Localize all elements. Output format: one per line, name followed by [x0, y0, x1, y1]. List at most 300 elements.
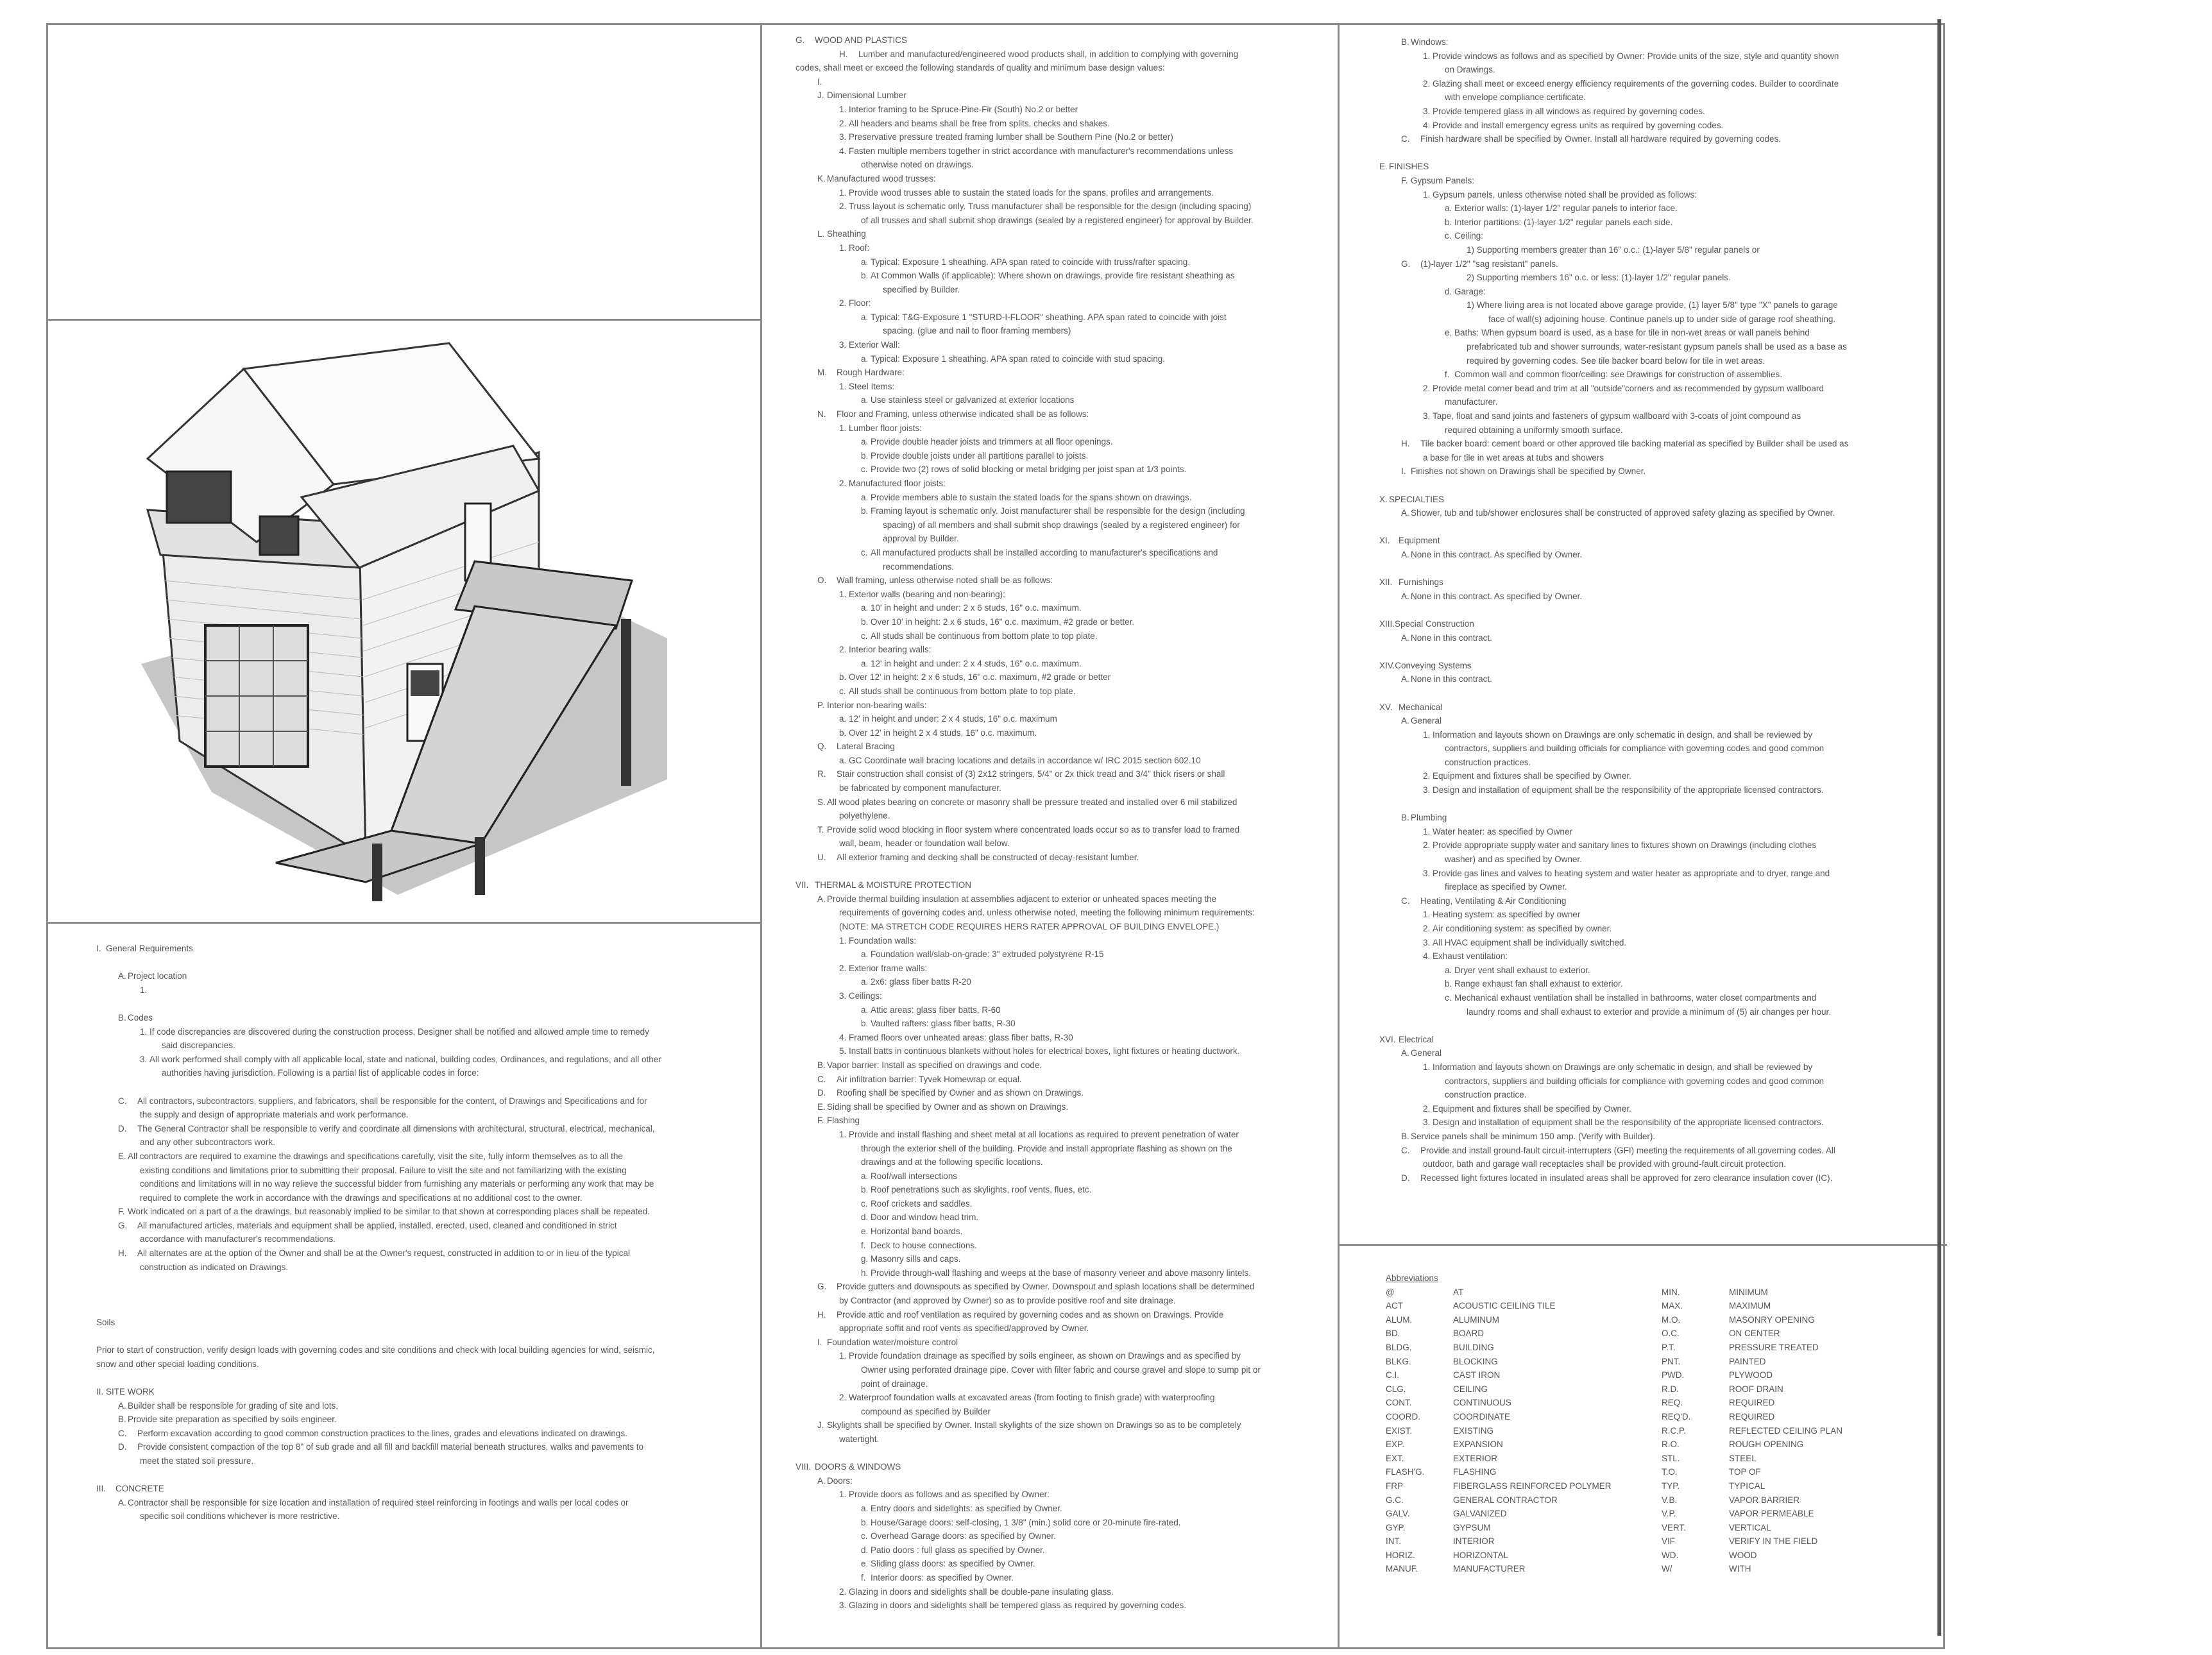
note-line: meet the stated soil pressure. — [140, 1456, 254, 1466]
note-line: c. Ceiling: — [1445, 231, 1484, 241]
abbreviations-table — [1386, 1271, 1843, 1576]
note-line: drawings and at the following specific locations. — [861, 1157, 1043, 1167]
abbreviation-row — [1386, 1493, 1800, 1507]
abbreviation-cell: EXT. — [1386, 1453, 1404, 1463]
abbreviation-cell: MINIMUM — [1729, 1287, 1768, 1297]
note-line: B. Service panels shall be minimum 150 amp. (Verify with Builder). — [1401, 1131, 1656, 1141]
abbreviation-row — [1386, 1424, 1843, 1438]
abbreviation-cell: GALVANIZED — [1453, 1509, 1507, 1519]
note-line: e. Sliding glass doors: as specified by Owner. — [861, 1559, 1035, 1569]
abbreviation-cell: W/ — [1662, 1564, 1672, 1574]
abbreviation-cell: COORDINATE — [1453, 1411, 1511, 1422]
note-line: c. All manufactured products shall be installed according to manufacturer's specifications and — [861, 547, 1218, 557]
note-line: XVI. Electrical — [1379, 1034, 1434, 1044]
abbreviation-cell: TOP OF — [1729, 1467, 1761, 1477]
abbreviation-cell: REFLECTED CEILING PLAN — [1729, 1425, 1843, 1436]
note-line: 1. Provide wood trusses able to sustain the stated loads for the spans, profiles and arrangements. — [839, 187, 1214, 198]
general-requirements-notes — [96, 942, 661, 1523]
abbreviation-cell: FIBERGLASS REINFORCED POLYMER — [1453, 1481, 1612, 1491]
note-line: I. Foundation water/moisture control — [817, 1337, 958, 1347]
abbreviation-cell: REQUIRED — [1729, 1398, 1775, 1408]
abbreviation-cell: CEILING — [1453, 1384, 1488, 1394]
abbreviation-cell: BUILDING — [1453, 1342, 1494, 1352]
note-line: by Contractor (and approved by Owner) so as to provide positive roof and site drainage. — [839, 1296, 1176, 1306]
note-line: 1. Steel Items: — [839, 381, 895, 391]
note-line: A. Project location — [118, 971, 187, 981]
abbreviation-cell: MANUFACTURER — [1453, 1564, 1526, 1574]
note-line: 1. Heating system: as specified by owner — [1423, 910, 1581, 920]
note-line: 3. Provide tempered glass in all windows as required by governing codes. — [1423, 106, 1705, 116]
note-line: a. Provide members able to sustain the stated loads for the spans shown on drawings. — [861, 492, 1192, 502]
sheet-edge-border — [1937, 19, 1941, 1636]
note-line: O. Wall framing, unless otherwise noted shall be as follows: — [817, 575, 1053, 586]
note-line: appropriate soffit and roof vents as specified/approved by Owner. — [839, 1323, 1089, 1334]
abbreviation-cell: BD. — [1386, 1328, 1400, 1339]
note-line: c. All studs shall be continuous from bottom plate to top plate. — [861, 631, 1098, 641]
note-line: a base for tile in wet areas at tubs and showers — [1423, 452, 1604, 463]
abbreviation-row — [1386, 1507, 1814, 1521]
note-line: 2. Waterproof foundation walls at excavated areas (from footing to finish grade) with waterproofing — [839, 1393, 1215, 1403]
note-line: I. — [817, 76, 822, 87]
note-line: spacing) of all members and shall submit shop drawings (sealed by a registered engineer) for — [883, 520, 1240, 530]
note-line: b. Vaulted rafters: glass fiber batts, R-30 — [861, 1019, 1016, 1029]
abbreviation-cell: TYPICAL — [1729, 1481, 1765, 1491]
note-line: Owner using perforated drainage pipe. Cover with filter fabric and course gravel and slope to sump pit or — [861, 1365, 1261, 1375]
note-line: 3. All work performed shall comply with all applicable local, state and national, building codes, Ordinances, and regulations, and all other — [140, 1054, 661, 1064]
abbreviation-row — [1386, 1341, 1819, 1355]
note-line: point of drainage. — [861, 1379, 928, 1389]
abbreviation-cell: MAXIMUM — [1729, 1301, 1771, 1311]
note-line: 3. Exterior Wall: — [839, 340, 900, 350]
abbreviation-cell: BOARD — [1453, 1328, 1485, 1339]
note-line: H. Lumber and manufactured/engineered wood products shall, in addition to complying with governing — [839, 49, 1239, 59]
abbreviation-row — [1386, 1313, 1815, 1327]
abbreviation-row — [1386, 1410, 1775, 1424]
note-line: c. Roof crickets and saddles. — [861, 1198, 973, 1209]
panel-divider-render-top — [48, 319, 760, 321]
note-line: A. None in this contract. — [1401, 674, 1492, 684]
panel-divider-abbreviations — [1338, 1244, 1947, 1246]
note-line: A. None in this contract. — [1401, 632, 1492, 643]
abbreviation-cell: VERIFY IN THE FIELD — [1729, 1536, 1818, 1547]
note-line: 1. Exterior walls (bearing and non-bearing): — [839, 589, 1005, 599]
note-line: 2. Glazing in doors and sidelights shall be double-pane insulating glass. — [839, 1586, 1114, 1597]
note-line: J. Dimensional Lumber — [817, 90, 906, 101]
abbreviation-cell: ON CENTER — [1729, 1328, 1780, 1339]
abbreviation-cell: T.O. — [1662, 1467, 1678, 1477]
abbreviation-cell: REQ. — [1662, 1398, 1683, 1408]
note-line: B. Codes — [118, 1012, 153, 1023]
note-line: 2. Air conditioning system: as specified by owner. — [1423, 924, 1612, 933]
abbreviation-cell: FLASHING — [1453, 1467, 1497, 1477]
abbreviation-cell: GALV. — [1386, 1509, 1410, 1519]
note-line: a. 12' in height and under: 2 x 4 studs, 16" o.c. maximum — [839, 714, 1057, 724]
note-line: spacing. (glue and nail to floor framing members) — [883, 326, 1071, 336]
note-line: C. All contractors, subcontractors, suppliers, and fabricators, shall be responsible for the content, of Drawings and Specifications and for — [118, 1096, 647, 1106]
abbreviation-row — [1386, 1534, 1818, 1549]
note-line: said discrepancies. — [162, 1040, 235, 1051]
note-line: XI. Equipment — [1379, 536, 1440, 546]
note-line: a. 10' in height and under: 2 x 6 studs, 16" o.c. maximum. — [861, 603, 1082, 613]
note-line: E. FINISHES — [1379, 162, 1429, 172]
abbreviation-cell: V.P. — [1662, 1509, 1676, 1519]
note-line: 2. Exterior frame walls: — [839, 963, 928, 973]
note-line: a. Roof/wall intersections — [861, 1171, 958, 1181]
note-line: e. Horizontal band boards. — [861, 1226, 963, 1237]
note-line: b. Over 10' in height: 2 x 6 studs, 16" o.c. maximum, #2 grade or better. — [861, 616, 1135, 627]
abbreviation-cell: O.C. — [1662, 1328, 1680, 1339]
note-line: f. Common wall and common floor/ceiling: see Drawings for construction of assemblies. — [1445, 369, 1782, 380]
note-line: approval by Builder. — [883, 534, 959, 544]
note-line — [1379, 1019, 1848, 1033]
note-line: wall, beam, header or foundation wall below. — [839, 838, 1010, 849]
abbreviation-cell: PNT. — [1662, 1356, 1681, 1366]
note-line: C. Finish hardware shall be specified by Owner. Install all hardware required by governing codes. — [1401, 134, 1782, 144]
note-line — [96, 1274, 661, 1288]
note-line: otherwise noted on drawings. — [861, 160, 974, 170]
note-line: requirements of governing codes and, unless otherwise noted, meeting the following minimum requirements: — [839, 908, 1255, 918]
specification-notes-column-2 — [795, 33, 1261, 1613]
abbreviation-cell: REQ'D. — [1662, 1411, 1691, 1422]
note-line: K. Manufactured wood trusses: — [817, 173, 936, 183]
note-line: b. Interior partitions: (1)-layer 1/2" regular panels each side. — [1445, 217, 1673, 227]
note-line: a. Provide double header joists and trimmers at all floor openings. — [861, 437, 1113, 447]
abbreviation-cell: HORIZ. — [1386, 1550, 1415, 1560]
note-line: E. All contractors are required to examine the drawings and specifications carefully, visit the site, fully inform themselves as to all the — [118, 1151, 623, 1161]
note-line: 3. Tape, float and sand joints and fasteners of gypsum wallboard with 3-coats of joint compound as — [1423, 411, 1801, 421]
note-line: D. Provide consistent compaction of the top 8" of sub grade and all fill and backfill material beneath structures, walks and pavements to — [118, 1442, 643, 1452]
note-line — [1379, 686, 1848, 700]
note-line: N. Floor and Framing, unless otherwise indicated shall be as follows: — [817, 409, 1089, 420]
abbreviation-row — [1386, 1355, 1766, 1369]
note-line: F. Flashing — [817, 1116, 860, 1126]
note-line: 2. Provide metal corner bead and trim at all "outside"corners and as recommended by gypsum wallboard — [1423, 383, 1824, 393]
note-line: C. Perform excavation according to good common construction practices to the lines, grades and elevations indicated on drawings. — [118, 1428, 627, 1438]
note-line: 1. Foundation walls: — [839, 935, 917, 946]
note-line: specific soil conditions whichever is more restrictive. — [140, 1511, 340, 1522]
abbreviation-cell: PWD. — [1662, 1370, 1685, 1380]
note-line: XIV.Conveying Systems — [1379, 660, 1472, 670]
note-line: H. Provide attic and roof ventilation as required by governing codes and as shown on Drawings. Provide — [817, 1309, 1224, 1320]
note-line: d. Garage: — [1445, 286, 1486, 296]
abbreviation-cell: COORD. — [1386, 1411, 1420, 1422]
abbreviations-rows — [1386, 1286, 1843, 1576]
note-line: b. Provide double joists under all partitions parallel to joists. — [861, 450, 1089, 461]
note-line: A. General — [1401, 716, 1442, 726]
abbreviation-cell: CAST IRON — [1453, 1370, 1501, 1380]
note-line: existing conditions and limitations prior to submitting their proposal. Failure to visit the site and not familiarizing with the existing — [140, 1165, 627, 1175]
note-line: codes, shall meet or exceed the following standards of quality and minimum base design values: — [795, 63, 1165, 73]
note-line: A. Doors: — [817, 1475, 853, 1486]
note-line: a. Foundation wall/slab-on-grade: 3" extruded polystyrene R-15 — [861, 949, 1104, 960]
note-line: 3. Glazing in doors and sidelights shall be tempered glass as required by governing codes. — [839, 1600, 1187, 1611]
note-line: Soils — [96, 1318, 115, 1328]
note-line: A. Builder shall be responsible for grading of site and lots. — [118, 1400, 338, 1411]
abbreviation-cell: ROUGH OPENING — [1729, 1439, 1804, 1450]
note-line: A. None in this contract. As specified by Owner. — [1401, 549, 1583, 559]
note-line: Q. Lateral Bracing — [817, 742, 895, 752]
note-line: c. Provide two (2) rows of solid blocking or metal bridging per joist span at 1/3 points. — [861, 464, 1187, 475]
note-line: 1. If code discrepancies are discovered during the construction process, Designer shall be notified and allowed ample time to remedy — [140, 1026, 649, 1037]
abbreviations-title: Abbreviations — [1386, 1273, 1438, 1283]
note-line: 3. Ceilings: — [839, 990, 882, 1001]
note-line: on Drawings. — [1445, 65, 1495, 75]
note-line: laundry rooms and shall exhaust to exterior and provide a minimum of (5) air changes per hour. — [1467, 1006, 1832, 1017]
note-line: contractors, suppliers and building officials for compliance with governing codes and good common — [1445, 1076, 1825, 1086]
abbreviation-cell: R.D. — [1662, 1384, 1679, 1394]
abbreviation-row — [1386, 1549, 1757, 1563]
abbreviation-row — [1386, 1562, 1751, 1576]
note-line: I. General Requirements — [96, 944, 193, 953]
note-line: be fabricated by component manufacturer. — [839, 783, 1001, 794]
note-line: A. Shower, tub and tub/shower enclosures shall be constructed of approved safety glazing as specified by Owner. — [1401, 508, 1835, 518]
note-line: b. House/Garage doors: self-closing, 1 3/8" (min.) solid core or 20-minute fire-rated. — [861, 1517, 1181, 1527]
note-line: 4. Fasten multiple members together in strict accordance with manufacturer's recommendations unless — [839, 146, 1234, 156]
note-line: D. Roofing shall be specified by Owner and as shown on Drawings. — [817, 1088, 1084, 1098]
abbreviation-row — [1386, 1382, 1783, 1396]
note-line: 2. Equipment and fixtures shall be specified by Owner. — [1423, 1103, 1631, 1114]
note-line: G. WOOD AND PLASTICS — [795, 35, 908, 45]
abbreviation-row — [1386, 1396, 1775, 1410]
abbreviation-row — [1386, 1327, 1780, 1341]
note-line: A. Contractor shall be responsible for size location and installation of required steel reinforcing in footings and walls per local codes or — [118, 1497, 629, 1507]
note-line: through the exterior shell of the building. Provide and install appropriate flashing as shown on the — [861, 1143, 1232, 1153]
note-line: P. Interior non-bearing walls: — [817, 700, 927, 710]
note-line: H. All alternates are at the option of the Owner and shall be at the Owner's request, constructed in addition to or in lieu of the typical — [118, 1248, 631, 1259]
note-line: G. Provide gutters and downspouts as specified by Owner. Downspout and splash locations shall be determined — [817, 1282, 1255, 1292]
note-line: 2. Provide appropriate supply water and sanitary lines to fixtures shown on Drawings (including clothes — [1423, 840, 1817, 851]
note-line: X. SPECIALTIES — [1379, 494, 1445, 504]
note-line: R. Stair construction shall consist of (3) 2x12 stringers, 5/4" or 2x thick tread and 3/4" thick risers or shall — [817, 769, 1225, 779]
note-line: 4. Framed floors over unheated areas: glass fiber batts, R-30 — [839, 1032, 1073, 1042]
note-line — [96, 1288, 661, 1302]
note-line: (NOTE: MA STRETCH CODE REQUIRES HERS RATER APPROVAL OF BUILDING ENVELOPE.) — [839, 922, 1220, 931]
note-line: polyethylene. — [839, 811, 890, 821]
note-line: 3. All HVAC equipment shall be individually switched. — [1423, 937, 1627, 947]
abbreviation-cell: AT — [1453, 1287, 1464, 1297]
note-line: 1. Provide doors as follows and as specified by Owner: — [839, 1490, 1050, 1500]
note-line: L. Sheathing — [817, 229, 866, 239]
abbreviation-cell: TYP. — [1662, 1481, 1680, 1491]
note-line: compound as specified by Builder — [861, 1406, 991, 1416]
note-line: a. Entry doors and sidelights: as specified by Owner. — [861, 1503, 1062, 1513]
abbreviation-cell: FRP — [1386, 1481, 1403, 1491]
note-line — [1379, 479, 1848, 493]
abbreviation-cell: P.T. — [1662, 1342, 1676, 1352]
note-line: 1. — [140, 985, 148, 995]
abbreviation-cell: INT. — [1386, 1536, 1402, 1547]
note-line: a. GC Coordinate wall bracing locations and details in accordance w/ IRC 2015 section 602.10 — [839, 755, 1201, 765]
note-line: A. None in this contract. As specified by Owner. — [1401, 591, 1583, 601]
abbreviation-cell: R.O. — [1662, 1439, 1680, 1450]
abbreviation-cell: VERT. — [1662, 1522, 1687, 1532]
note-line — [96, 956, 661, 970]
note-line — [96, 1080, 661, 1094]
note-line: 1. Roof: — [839, 242, 870, 253]
note-line: 3. Design and installation of equipment shall be the responsibility of the appropriate licensed contractors. — [1423, 1117, 1824, 1128]
note-line: 5. Install batts in continuous blankets without holes for electrical boxes, light fixtures or heating ductwork. — [839, 1046, 1240, 1057]
note-line — [96, 1302, 661, 1316]
note-line: recommendations. — [883, 561, 955, 572]
note-line: b. Range exhaust fan shall exhaust to exterior. — [1445, 979, 1623, 989]
note-line: construction practices. — [1445, 757, 1531, 767]
note-line: G. All manufactured articles, materials and equipment shall be applied, installed, erected, used, cleaned and conditioned in strict — [118, 1220, 617, 1230]
abbreviation-cell: GYP. — [1386, 1522, 1406, 1532]
note-line: C. Air infiltration barrier: Tyvek Homewrap or equal. — [817, 1074, 1022, 1084]
note-line: of all trusses and shall submit shop drawings (sealed by a registered engineer) for approval by Builder. — [861, 215, 1254, 225]
abbreviation-cell: CONT. — [1386, 1398, 1412, 1408]
note-line: authorities having jurisdiction. Following is a partial list of applicable codes in force: — [162, 1068, 479, 1078]
note-line: a. Exterior walls: (1)-layer 1/2" regular panels to interior face. — [1445, 203, 1678, 214]
note-line: 2. Glazing shall meet or exceed energy efficiency requirements of the governing codes. Builder to coordinate — [1423, 78, 1839, 89]
abbreviation-cell: WOOD — [1729, 1550, 1757, 1560]
note-line — [1379, 562, 1848, 576]
abbreviation-cell: CONTINUOUS — [1453, 1398, 1511, 1408]
note-line: b. Roof penetrations such as skylights, roof vents, flues, etc. — [861, 1185, 1092, 1195]
note-line: 2) Supporting members 16" o.c. or less: (1)-layer 1/2" regular panels. — [1467, 273, 1731, 283]
note-line: 4. Exhaust ventilation: — [1423, 951, 1508, 962]
abbreviation-cell: BLOCKING — [1453, 1356, 1498, 1366]
note-line: fireplace as specified by Owner. — [1445, 882, 1567, 892]
note-line: 1. Provide and install flashing and sheet metal at all locations as required to prevent penetration of water — [839, 1129, 1239, 1139]
note-line: specified by Builder. — [883, 284, 960, 294]
note-line: H. Tile backer board: cement board or other approved tile backing material as specified by Builder shall be used as — [1401, 439, 1849, 449]
abbreviation-cell: PRESSURE TREATED — [1729, 1342, 1819, 1352]
note-line: VII. THERMAL & MOISTURE PROTECTION — [795, 880, 972, 890]
note-line — [1379, 146, 1848, 160]
abbreviation-cell: G.C. — [1386, 1495, 1404, 1505]
note-line: F. Gypsum Panels: — [1401, 175, 1475, 185]
specification-notes-column-3 — [1379, 35, 1848, 1185]
abbreviation-cell: PAINTED — [1729, 1356, 1766, 1366]
note-line: 1. Information and layouts shown on Drawings are only schematic in design, and shall be reviewed by — [1423, 1062, 1813, 1072]
abbreviation-cell: C.I. — [1386, 1370, 1400, 1380]
abbreviation-cell: MANUF. — [1386, 1564, 1418, 1574]
note-line: B. Vapor barrier: Install as specified on drawings and code. — [817, 1060, 1042, 1070]
note-line — [96, 997, 661, 1011]
garage-3d-rendering — [90, 330, 706, 908]
note-line: required obtaining a uniformly smooth surface. — [1445, 425, 1623, 435]
note-line: a. 12' in height and under: 2 x 4 studs, 16" o.c. maximum. — [861, 658, 1082, 668]
note-line: A. Provide thermal building insulation at assemblies adjacent to exterior or unheated spaces meeting the — [817, 894, 1217, 904]
abbreviation-cell: VIF — [1662, 1536, 1676, 1547]
note-line: B. Windows: — [1401, 37, 1449, 47]
abbreviation-cell: STL. — [1662, 1453, 1680, 1463]
note-line: a. Attic areas: glass fiber batts, R-60 — [861, 1005, 1001, 1015]
note-line: watertight. — [839, 1434, 880, 1444]
note-line — [795, 865, 1261, 879]
note-line — [96, 1330, 661, 1344]
note-line: e. Baths: When gypsum board is used, as a base for tile in non-wet areas or wall panels behind — [1445, 328, 1810, 338]
note-line: XII. Furnishings — [1379, 577, 1443, 588]
abbreviation-row — [1386, 1299, 1771, 1313]
abbreviation-cell: ALUM. — [1386, 1314, 1413, 1325]
note-line: III. CONCRETE — [96, 1484, 164, 1494]
abbreviation-cell: VAPOR BARRIER — [1729, 1495, 1800, 1505]
abbreviation-cell: BLDG. — [1386, 1342, 1412, 1352]
note-line: 2. Truss layout is schematic only. Truss manufacturer shall be responsible for the design (including spacing) — [839, 201, 1252, 212]
abbreviation-cell: @ — [1386, 1287, 1395, 1297]
note-line: 3. Design and installation of equipment shall be the responsibility of the appropriate licensed contractors. — [1423, 785, 1824, 795]
note-line: 2. Manufactured floor joists: — [839, 479, 946, 488]
note-line: 2. Interior bearing walls: — [839, 645, 932, 655]
note-line: A. General — [1401, 1048, 1442, 1058]
abbreviation-row — [1386, 1286, 1768, 1300]
note-line: 1. Gypsum panels, unless otherwise noted shall be provided as follows: — [1423, 189, 1697, 199]
note-line — [795, 1447, 1261, 1461]
note-line: a. Dryer vent shall exhaust to exterior. — [1445, 965, 1590, 975]
note-line: manufacturer. — [1445, 397, 1498, 407]
abbreviation-row — [1386, 1438, 1804, 1452]
abbreviation-cell: GENERAL CONTRACTOR — [1453, 1495, 1558, 1505]
abbreviation-cell: STEEL — [1729, 1453, 1757, 1463]
note-line: the supply and design of appropriate materials and work performance. — [140, 1110, 409, 1120]
upper-window-left — [167, 471, 231, 523]
abbreviation-cell: EXIST. — [1386, 1425, 1413, 1436]
abbreviation-cell: MIN. — [1662, 1287, 1680, 1297]
note-line: g. Masonry sills and caps. — [861, 1254, 961, 1264]
note-line: c. All studs shall be continuous from bottom plate to top plate. — [839, 686, 1076, 696]
note-line: required to complete the work in accordance with the drawings and specifications at no additional cost to the owner. — [140, 1192, 583, 1203]
note-line: and any other subcontractors work. — [140, 1137, 275, 1148]
abbreviation-cell: ACT — [1386, 1301, 1403, 1311]
note-line: D. The General Contractor shall be responsible to verify and coordinate all dimensions with architectural, structural, electrical, mechanical, — [118, 1123, 655, 1133]
note-line: conditions and limitations will in no way relieve the successful bidder from furnishing any materials or performing any work that may be — [140, 1179, 654, 1189]
note-line: f. Interior doors: as specified by Owner. — [861, 1572, 1014, 1583]
abbreviation-cell: EXPANSION — [1453, 1439, 1503, 1450]
note-line — [1379, 797, 1848, 811]
note-line — [1379, 520, 1848, 534]
abbreviation-cell: V.B. — [1662, 1495, 1678, 1505]
note-line: 2. Equipment and fixtures shall be specified by Owner. — [1423, 771, 1631, 781]
note-line: accordance with manufacturer's recommendations. — [140, 1234, 336, 1244]
abbreviation-cell: VERTICAL — [1729, 1522, 1771, 1532]
note-line: 4. Provide and install emergency egress units as required by governing codes. — [1423, 120, 1724, 130]
note-line: S. All wood plates bearing on concrete or masonry shall be pressure treated and installed over 6 mil stabilized — [817, 797, 1238, 807]
abbreviation-cell: EXISTING — [1453, 1425, 1494, 1436]
note-line: 1. Water heater: as specified by Owner — [1423, 826, 1572, 836]
note-line: 1. Provide foundation drainage as specified by soils engineer, as shown on Drawings and as specified by — [839, 1351, 1241, 1361]
abbreviation-cell: M.O. — [1662, 1314, 1681, 1325]
abbreviation-row — [1386, 1479, 1765, 1493]
abbreviation-row — [1386, 1521, 1771, 1535]
abbreviation-cell: HORIZONTAL — [1453, 1550, 1509, 1560]
abbreviation-row — [1386, 1452, 1757, 1466]
note-line: h. Provide through-wall flashing and weeps at the base of masonry veneer and above masonry lintels. — [861, 1268, 1251, 1278]
side-door-window — [411, 670, 439, 696]
note-line: B. Provide site preparation as specified by soils engineer. — [118, 1414, 337, 1425]
abbreviation-row — [1386, 1465, 1761, 1479]
note-line: a. Typical: Exposure 1 sheathing. APA span rated to coincide with stud spacing. — [861, 353, 1166, 364]
note-line: outdoor, bath and garage wall receptacles shall be provided with ground-fault circuit protection. — [1423, 1159, 1786, 1169]
note-line: a. Typical: Exposure 1 sheathing. APA span rated to coincide with truss/rafter spacing. — [861, 257, 1191, 267]
abbreviation-cell: ROOF DRAIN — [1729, 1384, 1783, 1394]
note-line: E. Siding shall be specified by Owner and as shown on Drawings. — [817, 1101, 1068, 1112]
note-line: b. At Common Walls (if applicable): Where shown on drawings, provide fire resistant sheathing as — [861, 271, 1235, 281]
note-line: 2. Floor: — [839, 298, 871, 309]
note-line: D. Recessed light fixtures located in insulated areas shall be approved for zero clearance insulation cover (IC). — [1401, 1173, 1833, 1183]
note-line: T. Provide solid wood blocking in floor system where concentrated loads occur so as to transfer load to framed — [817, 824, 1240, 835]
note-line: b. Framing layout is schematic only. Joist manufacturer shall be responsible for the design (including — [861, 506, 1245, 516]
note-line: construction practice. — [1445, 1090, 1527, 1100]
note-line: C. Provide and install ground-fault circuit-interrupters (GFI) meeting the requirements of all governing codes. All — [1401, 1145, 1835, 1155]
note-line — [1379, 603, 1848, 617]
note-line: II. SITE WORK — [96, 1387, 155, 1396]
note-line: with envelope compliance certificate. — [1445, 92, 1586, 103]
note-line: f. Deck to house connections. — [861, 1240, 977, 1250]
note-line: XIII.Special Construction — [1379, 618, 1474, 629]
note-line: d. Door and window head trim. — [861, 1212, 979, 1223]
